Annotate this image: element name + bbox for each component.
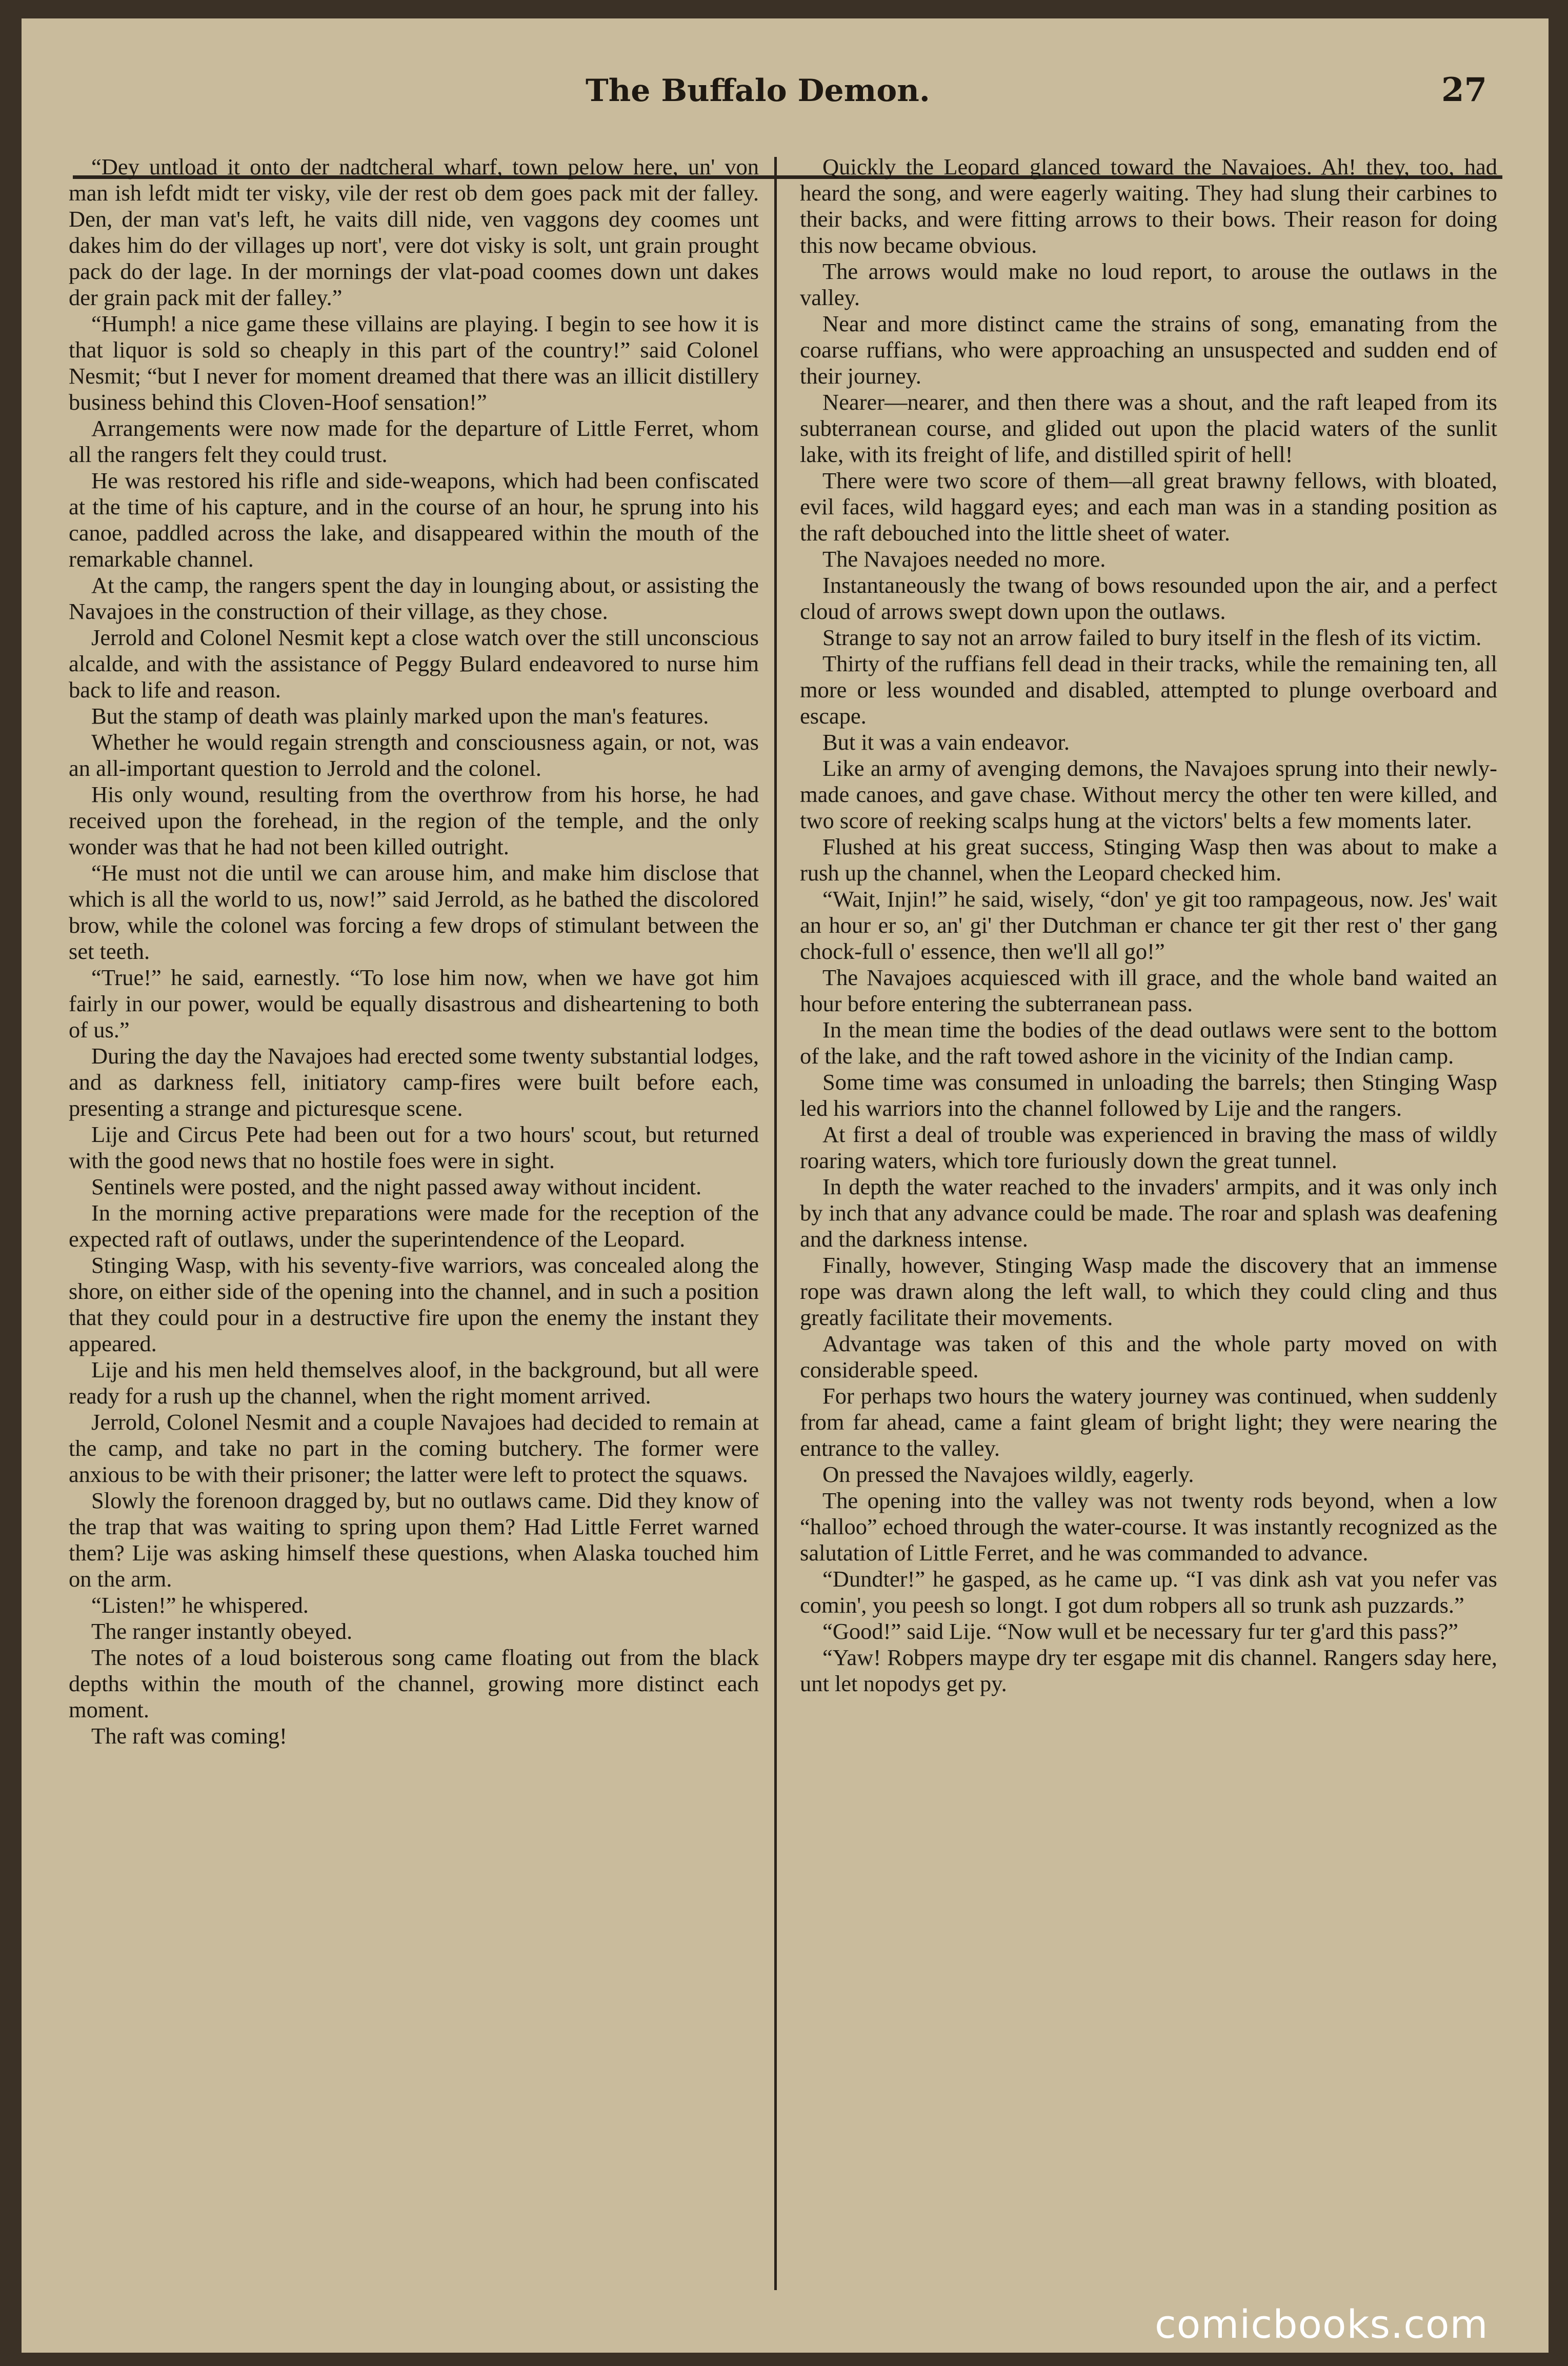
paragraph: The ranger instantly obeyed. bbox=[91, 1618, 353, 1644]
page-number: 27 bbox=[1441, 71, 1487, 109]
paragraph: His only wound, resulting from the overthrow from his horse, he had received upon the forehead, in the region of the temple, and the only wonder was that he had not been killed outright. bbox=[69, 781, 759, 859]
paragraph: There were two score of them—all great brawny fellows, with bloated, evil faces, wild haggard eyes; and each man was in a standing position as the raft debouched into the little sheet of water. bbox=[800, 468, 1497, 546]
paragraph: “Dey untload it onto der nadtcheral wharf, town pelow here, un' von man ish lefdt midt ter visky, vile der rest ob dem goes pack mit der falley. Den, der man vat's left, he vaits dill nide, ven vaggons dey coomes unt dakes him do der villages up nort', vere dot visky is solt, unt grain prought pack do der lage. In der mornings der vlat-poad coomes down unt dakes der grain pack mit der falley.” bbox=[69, 154, 759, 310]
left-column bbox=[69, 154, 759, 2308]
paragraph: Flushed at his great success, Stinging Wasp then was about to make a rush up the channel, when the Leopard checked him. bbox=[800, 834, 1497, 886]
column-divider bbox=[774, 157, 777, 2290]
paragraph: He was restored his rifle and side-weapons, which had been confiscated at the time of his capture, and in the course of an hour, he sprung into his canoe, paddled across the lake, and disappeared within the mouth of the remarkable channel. bbox=[69, 468, 759, 572]
paragraph: In the mean time the bodies of the dead outlaws were sent to the bottom of the lake, and the raft towed ashore in the vicinity of the Indian camp. bbox=[800, 1017, 1497, 1069]
paragraph: In depth the water reached to the invaders' armpits, and it was only inch by inch that any advance could be made. The roar and splash was deafening and the darkness intense. bbox=[800, 1174, 1497, 1252]
paragraph: “Dundter!” he gasped, as he came up. “I vas dink ash vat you nefer vas comin', you peesh so longt. I got dum robpers all so trunk ash puzzards.” bbox=[800, 1566, 1497, 1618]
paragraph: Like an army of avenging demons, the Navajoes sprung into their newly-made canoes, and gave chase. Without mercy the other ten were killed, and two score of reeking scalps hung at the victors' belts a few moments later. bbox=[800, 755, 1497, 833]
right-column bbox=[800, 154, 1497, 2308]
paragraph: At first a deal of trouble was experienced in braving the mass of wildly roaring waters, which tore furiously down the great tunnel. bbox=[800, 1121, 1497, 1173]
paragraph: Stinging Wasp, with his seventy-five warriors, was concealed along the shore, on either side of the opening into the channel, and in such a position that they could pour in a destructive fire upon the enemy the instant they appeared. bbox=[69, 1252, 759, 1356]
paragraph: “He must not die until we can arouse him, and make him disclose that which is all the world to us, now!” said Jerrold, as he bathed the discolored brow, while the colonel was forcing a few drops of stimulant between the set teeth. bbox=[69, 860, 759, 964]
paragraph: In the morning active preparations were made for the reception of the expected raft of outlaws, under the superintendence of the Leopard. bbox=[69, 1200, 759, 1252]
paragraph: Near and more distinct came the strains of song, emanating from the coarse ruffians, who were approaching an unsuspected and sudden end of their journey. bbox=[800, 311, 1497, 389]
paragraph: Strange to say not an arrow failed to bury itself in the flesh of its victim. bbox=[822, 625, 1482, 650]
watermark: comicbooks.com bbox=[1155, 2301, 1489, 2347]
paragraph: Some time was consumed in unloading the barrels; then Stinging Wasp led his warriors into the channel followed by Lije and the rangers. bbox=[800, 1069, 1497, 1121]
paragraph: “Listen!” he whispered. bbox=[91, 1592, 309, 1618]
paragraph: “Good!” said Lije. “Now wull et be necessary fur ter g'ard this pass?” bbox=[822, 1618, 1458, 1644]
paragraph: “Wait, Injin!” he said, wisely, “don' ye git too rampageous, now. Jes' wait an hour er so, an' gi' ther Dutchman er chance ter git ther rest o' ther gang chock-full o' essence, then we'll all go!” bbox=[800, 886, 1497, 964]
paragraph: The arrows would make no loud report, to arouse the outlaws in the valley. bbox=[800, 258, 1497, 310]
running-title: The Buffalo Demon. bbox=[586, 73, 930, 109]
page-header bbox=[22, 68, 1549, 129]
paragraph: The raft was coming! bbox=[91, 1723, 287, 1749]
paragraph: Instantaneously the twang of bows resounded upon the air, and a perfect cloud of arrows swept down upon the outlaws. bbox=[800, 572, 1497, 624]
paragraph: Arrangements were now made for the departure of Little Ferret, whom all the rangers felt they could trust. bbox=[69, 415, 759, 467]
paragraph: At the camp, the rangers spent the day in lounging about, or assisting the Navajoes in the construction of their village, as they chose. bbox=[69, 572, 759, 624]
paragraph: “Yaw! Robpers maype dry ter esgape mit dis channel. Rangers sday here, unt let nopodys get py. bbox=[800, 1645, 1497, 1696]
paragraph: On pressed the Navajoes wildly, eagerly. bbox=[822, 1461, 1194, 1487]
paragraph: But it was a vain endeavor. bbox=[822, 729, 1070, 755]
paragraph: Lije and his men held themselves aloof, in the background, but all were ready for a rush up the channel, when the right moment arrived. bbox=[69, 1357, 759, 1409]
paragraph: “Humph! a nice game these villains are playing. I begin to see how it is that liquor is sold so cheaply in this part of the country!” said Colonel Nesmit; “but I never for moment dreamed that there was an illicit distillery business behind this Cloven-Hoof sensation!” bbox=[69, 311, 759, 415]
paragraph: Jerrold, Colonel Nesmit and a couple Navajoes had decided to remain at the camp, and take no part in the coming butchery. The former were anxious to be with their prisoner; the latter were left to protect the squaws. bbox=[69, 1409, 759, 1487]
paragraph: Whether he would regain strength and consciousness again, or not, was an all-important question to Jerrold and the colonel. bbox=[69, 729, 759, 781]
paragraph: The Navajoes acquiesced with ill grace, and the whole band waited an hour before entering the subterranean pass. bbox=[800, 965, 1497, 1016]
paragraph: During the day the Navajoes had erected some twenty substantial lodges, and as darkness fell, initiatory camp-fires were built before each, presenting a strange and picturesque scene. bbox=[69, 1043, 759, 1121]
paragraph: Sentinels were posted, and the night passed away without incident. bbox=[91, 1174, 702, 1199]
paragraph: Jerrold and Colonel Nesmit kept a close watch over the still unconscious alcalde, and with the assistance of Peggy Bulard endeavored to nurse him back to life and reason. bbox=[69, 625, 759, 703]
newspaper-page bbox=[22, 18, 1549, 2353]
paragraph: “True!” he said, earnestly. “To lose him now, when we have got him fairly in our power, would be equally disastrous and disheartening to both of us.” bbox=[69, 965, 759, 1042]
paragraph: Nearer—nearer, and then there was a shout, and the raft leaped from its subterranean course, and glided out upon the placid waters of the sunlit lake, with its freight of life, and distilled spirit of hell! bbox=[800, 389, 1497, 467]
paragraph: Quickly the Leopard glanced toward the Navajoes. Ah! they, too, had heard the song, and were eagerly waiting. They had slung their carbines to their backs, and were fitting arrows to their bows. Their reason for doing this now became obvious. bbox=[800, 154, 1497, 258]
paragraph: Advantage was taken of this and the whole party moved on with considerable speed. bbox=[800, 1331, 1497, 1382]
paragraph: The notes of a loud boisterous song came floating out from the black depths within the mouth of the channel, growing more distinct each moment. bbox=[69, 1645, 759, 1722]
paragraph: The Navajoes needed no more. bbox=[822, 546, 1106, 572]
paragraph: Lije and Circus Pete had been out for a two hours' scout, but returned with the good news that no hostile foes were in sight. bbox=[69, 1121, 759, 1173]
paragraph: The opening into the valley was not twenty rods beyond, when a low “halloo” echoed through the water-course. It was instantly recognized as the salutation of Little Ferret, and he was commanded to advance. bbox=[800, 1488, 1497, 1566]
paragraph: Thirty of the ruffians fell dead in their tracks, while the remaining ten, all more or less wounded and disabled, attempted to plunge overboard and escape. bbox=[800, 651, 1497, 729]
paragraph: For perhaps two hours the watery journey was continued, when suddenly from far ahead, came a faint gleam of bright light; they were nearing the entrance to the valley. bbox=[800, 1383, 1497, 1461]
paragraph: Finally, however, Stinging Wasp made the discovery that an immense rope was drawn along the left wall, to which they could cling and thus greatly facilitate their movements. bbox=[800, 1252, 1497, 1330]
paragraph: Slowly the forenoon dragged by, but no outlaws came. Did they know of the trap that was waiting to spring upon them? Had Little Ferret warned them? Lije was asking himself these questions, when Alaska touched him on the arm. bbox=[69, 1488, 759, 1592]
paragraph: But the stamp of death was plainly marked upon the man's features. bbox=[91, 703, 709, 729]
